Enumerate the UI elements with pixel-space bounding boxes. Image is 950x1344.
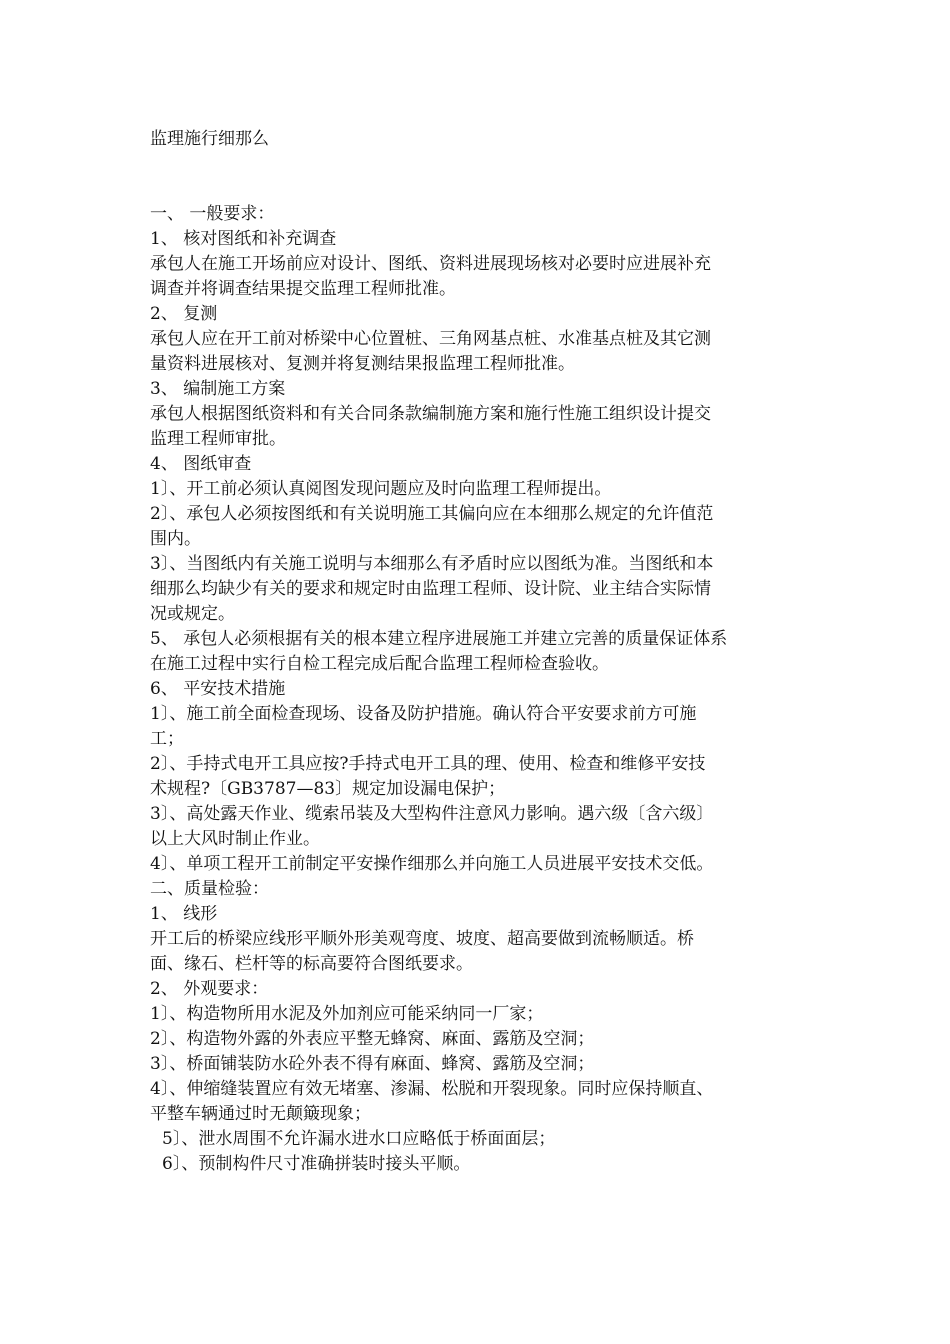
- text-line: 3〕、桥面铺装防水砼外表不得有麻面、蜂窝、露筋及空洞；: [150, 1054, 595, 1074]
- text-line: 量资料进展核对、复测并将复测结果报监理工程师批准。: [150, 354, 575, 374]
- text-line: 术规程?〔GB3787—83〕规定加设漏电保护；: [150, 779, 506, 799]
- text-line: 6〕、预制构件尺寸准确拼装时接头平顺。: [162, 1154, 471, 1174]
- document-page: [150, 127, 810, 1177]
- text-line: 3、 编制施工方案: [150, 379, 286, 399]
- text-line: 4〕、伸缩缝装置应有效无堵塞、渗漏、松脱和开裂现象。同时应保持顺直、: [150, 1079, 714, 1099]
- document-body: [150, 202, 810, 1177]
- text-line: 5、 承包人必须根据有关的根本建立程序进展施工并建立完善的质量保证体系: [150, 629, 728, 649]
- text-line: 承包人在施工开场前应对设计、图纸、资料进展现场核对必要时应进展补充: [150, 254, 711, 274]
- text-line: 承包人应在开工前对桥梁中心位置桩、三角网基点桩、水准基点桩及其它测: [150, 329, 711, 349]
- text-line: 平整车辆通过时无颠簸现象；: [150, 1104, 371, 1124]
- text-line: 2、 复测: [150, 304, 218, 324]
- text-line: 3〕、高处露天作业、缆索吊装及大型构件注意风力影响。遇六级〔含六级〕: [150, 804, 714, 824]
- text-line: 2〕、构造物外露的外表应平整无蜂窝、麻面、露筋及空洞；: [150, 1029, 595, 1049]
- text-line: 况或规定。: [150, 604, 235, 624]
- text-line: 1、 线形: [150, 904, 218, 924]
- text-line: 2、 外观要求：: [150, 979, 269, 999]
- text-line: 1、 核对图纸和补充调查: [150, 229, 337, 249]
- text-line: 2〕、承包人必须按图纸和有关说明施工其偏向应在本细那么规定的允许值范: [150, 504, 714, 524]
- text-line: 面、缘石、栏杆等的标高要符合图纸要求。: [150, 954, 473, 974]
- text-line: 在施工过程中实行自检工程完成后配合监理工程师检查验收。: [150, 654, 609, 674]
- text-line: 5〕、泄水周围不允许漏水进水口应略低于桥面面层；: [162, 1129, 556, 1149]
- text-line: 工；: [150, 729, 184, 749]
- text-line: 以上大风时制止作业。: [150, 829, 320, 849]
- document-title: 监理施行细那么: [150, 129, 269, 149]
- text-line: 开工后的桥梁应线形平顺外形美观弯度、坡度、超高要做到流畅顺适。桥: [150, 929, 694, 949]
- text-line: 4〕、单项工程开工前制定平安操作细那么并向施工人员进展平安技术交低。: [150, 854, 714, 874]
- text-line: 一、 一般要求：: [150, 204, 275, 224]
- text-line: 4、 图纸审查: [150, 454, 252, 474]
- text-line: 调查并将调查结果提交监理工程师批准。: [150, 279, 456, 299]
- text-line: 监理工程师审批。: [150, 429, 286, 449]
- text-line: 细那么均缺少有关的要求和规定时由监理工程师、设计院、业主结合实际情: [150, 579, 711, 599]
- text-line: 1〕、施工前全面检查现场、设备及防护措施。确认符合平安要求前方可施: [150, 704, 697, 724]
- text-line: 二、质量检验：: [150, 879, 269, 899]
- text-line: 2〕、手持式电开工具应按?手持式电开工具的理、使用、检查和维修平安技: [150, 754, 706, 774]
- text-line: 3〕、当图纸内有关施工说明与本细那么有矛盾时应以图纸为准。当图纸和本: [150, 554, 714, 574]
- text-line: 6、 平安技术措施: [150, 679, 286, 699]
- text-line: 1〕、开工前必须认真阅图发现问题应及时向监理工程师提出。: [150, 479, 612, 499]
- text-line: 围内。: [150, 529, 201, 549]
- text-line: 1〕、构造物所用水泥及外加剂应可能采纳同一厂家；: [150, 1004, 544, 1024]
- text-line: 承包人根据图纸资料和有关合同条款编制施方案和施行性施工组织设计提交: [150, 404, 711, 424]
